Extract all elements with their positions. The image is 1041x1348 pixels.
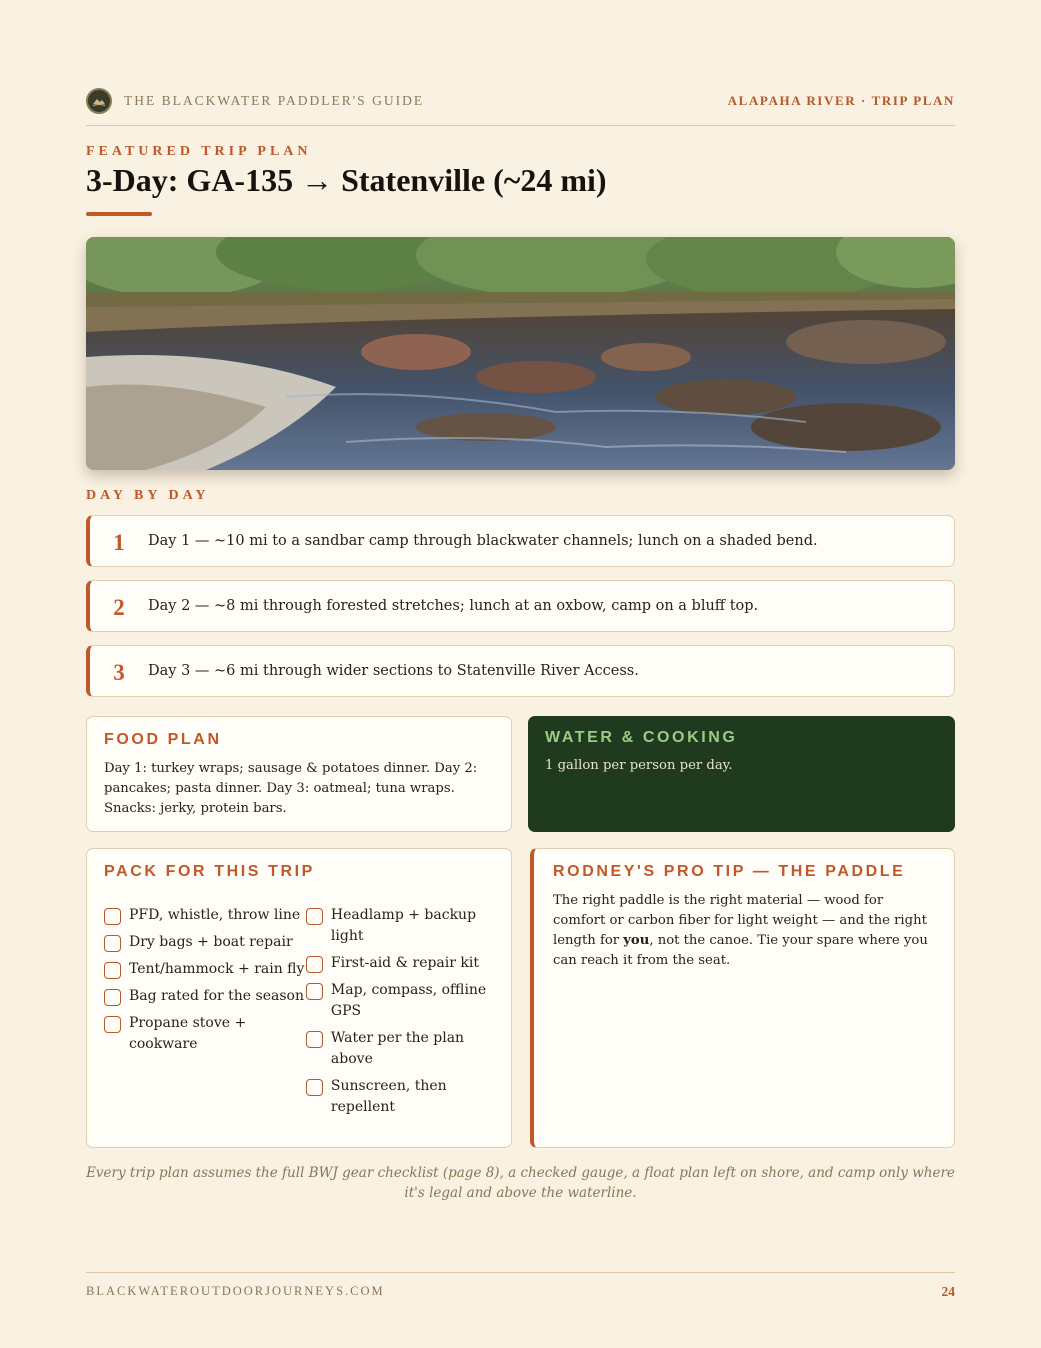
water-cooking-card — [528, 716, 955, 832]
checklist-label: Sunscreen, then repellent — [330, 1078, 447, 1115]
checklist-item[interactable] — [306, 1028, 494, 1070]
logo-icon — [86, 88, 112, 114]
day-card-1 — [86, 515, 955, 567]
footer-site[interactable]: BLACKWATEROUTDOORJOURNEYS.COM — [86, 1284, 385, 1298]
running-header: ALAPAHA RIVER · TRIP PLAN — [727, 92, 955, 108]
day-text: Day 2 — ~8 mi through forested stretches; lunch at an oxbow, camp on a bluff top. — [148, 598, 759, 614]
pack-checklist-card — [86, 848, 512, 1148]
day-text: Day 1 — ~10 mi to a sandbar camp through blackwater channels; lunch on a shaded bend. — [148, 533, 818, 549]
pro-tip-text: The right paddle is the right material — wood for comfort or carbon fiber for light weight — and the right length for — [553, 893, 927, 948]
kicker: FEATURED TRIP PLAN — [86, 144, 312, 159]
day-text: Day 3 — ~6 mi through wider sections to Statenville River Access. — [148, 663, 639, 679]
pro-tip-body — [553, 891, 935, 971]
page-number: 24 — [941, 1283, 955, 1299]
checklist-item[interactable] — [104, 1013, 306, 1055]
water-cooking-title: WATER & COOKING — [545, 729, 738, 746]
checklist-label: Tent/hammock + rain fly — [129, 961, 305, 977]
checkbox[interactable] — [306, 1079, 323, 1096]
footnote: Every trip plan assumes the full BWJ gear checklist (page 8), a checked gauge, a float plan left on shore, and camp only where it's legal and above the waterline. — [86, 1165, 955, 1201]
checklist-item[interactable] — [104, 932, 306, 953]
pack-checklist-title: PACK FOR THIS TRIP — [104, 863, 315, 880]
day-number: 3 — [113, 660, 125, 685]
day-number: 1 — [113, 530, 125, 555]
checkbox[interactable] — [104, 908, 121, 925]
checklist-item[interactable] — [104, 986, 306, 1007]
checklist-item[interactable] — [306, 1076, 494, 1118]
page-header — [86, 88, 955, 126]
checkbox[interactable] — [104, 962, 121, 979]
pro-tip-title: RODNEY'S PRO TIP — THE PADDLE — [553, 863, 906, 880]
checklist-label: First-aid & repair kit — [330, 955, 479, 971]
day-card-3 — [86, 645, 955, 697]
brand — [86, 88, 424, 114]
checklist-item[interactable] — [306, 980, 494, 1022]
checklist-item[interactable] — [104, 905, 306, 926]
pro-tip-text-end: , not the canoe. Tie your spare where you can reach it from the seat. — [553, 933, 928, 968]
checkbox[interactable] — [104, 1016, 121, 1033]
checklist-label: Map, compass, offline GPS — [330, 982, 487, 1019]
checklist-item[interactable] — [306, 905, 494, 947]
checklist-item[interactable] — [104, 959, 306, 980]
checklist-item[interactable] — [306, 953, 494, 974]
pro-tip-emphasis: you — [623, 933, 650, 948]
water-cooking-body: 1 gallon per person per day. — [545, 758, 733, 773]
checkbox[interactable] — [306, 983, 323, 1000]
title-rule — [86, 212, 152, 216]
hero-photo — [86, 237, 955, 470]
checkbox[interactable] — [104, 989, 121, 1006]
checklist-column-right — [306, 905, 494, 1124]
checkbox[interactable] — [104, 935, 121, 952]
checklist-label: Headlamp + backup light — [330, 907, 477, 944]
checkbox[interactable] — [306, 956, 323, 973]
day-number: 2 — [113, 595, 125, 620]
checklist-column-left — [104, 905, 306, 1124]
day-card-2 — [86, 580, 955, 632]
checklist-label: Propane stove + cookware — [129, 1015, 247, 1052]
checkbox[interactable] — [306, 908, 323, 925]
checklist-label: Dry bags + boat repair — [129, 934, 293, 950]
checklist-label: Water per the plan above — [330, 1030, 465, 1067]
page-footer — [86, 1272, 955, 1302]
checklist-label: PFD, whistle, throw line — [129, 907, 301, 923]
checklist-label: Bag rated for the season — [129, 988, 304, 1004]
checkbox[interactable] — [306, 1031, 323, 1048]
food-plan-card — [86, 716, 512, 832]
food-plan-body: Day 1: turkey wraps; sausage & potatoes dinner. Day 2: pancakes; pasta dinner. Day 3: oatmeal; tuna wraps. Snacks: jerky, protein bars. — [104, 761, 478, 816]
page-title: 3-Day: GA-135 → Statenville (~24 mi) — [86, 162, 607, 198]
section-label-day-by-day: DAY BY DAY — [86, 488, 210, 503]
food-plan-title: FOOD PLAN — [104, 731, 222, 748]
pro-tip-card — [530, 848, 955, 1148]
brand-name: THE BLACKWATER PADDLER'S GUIDE — [124, 92, 425, 108]
